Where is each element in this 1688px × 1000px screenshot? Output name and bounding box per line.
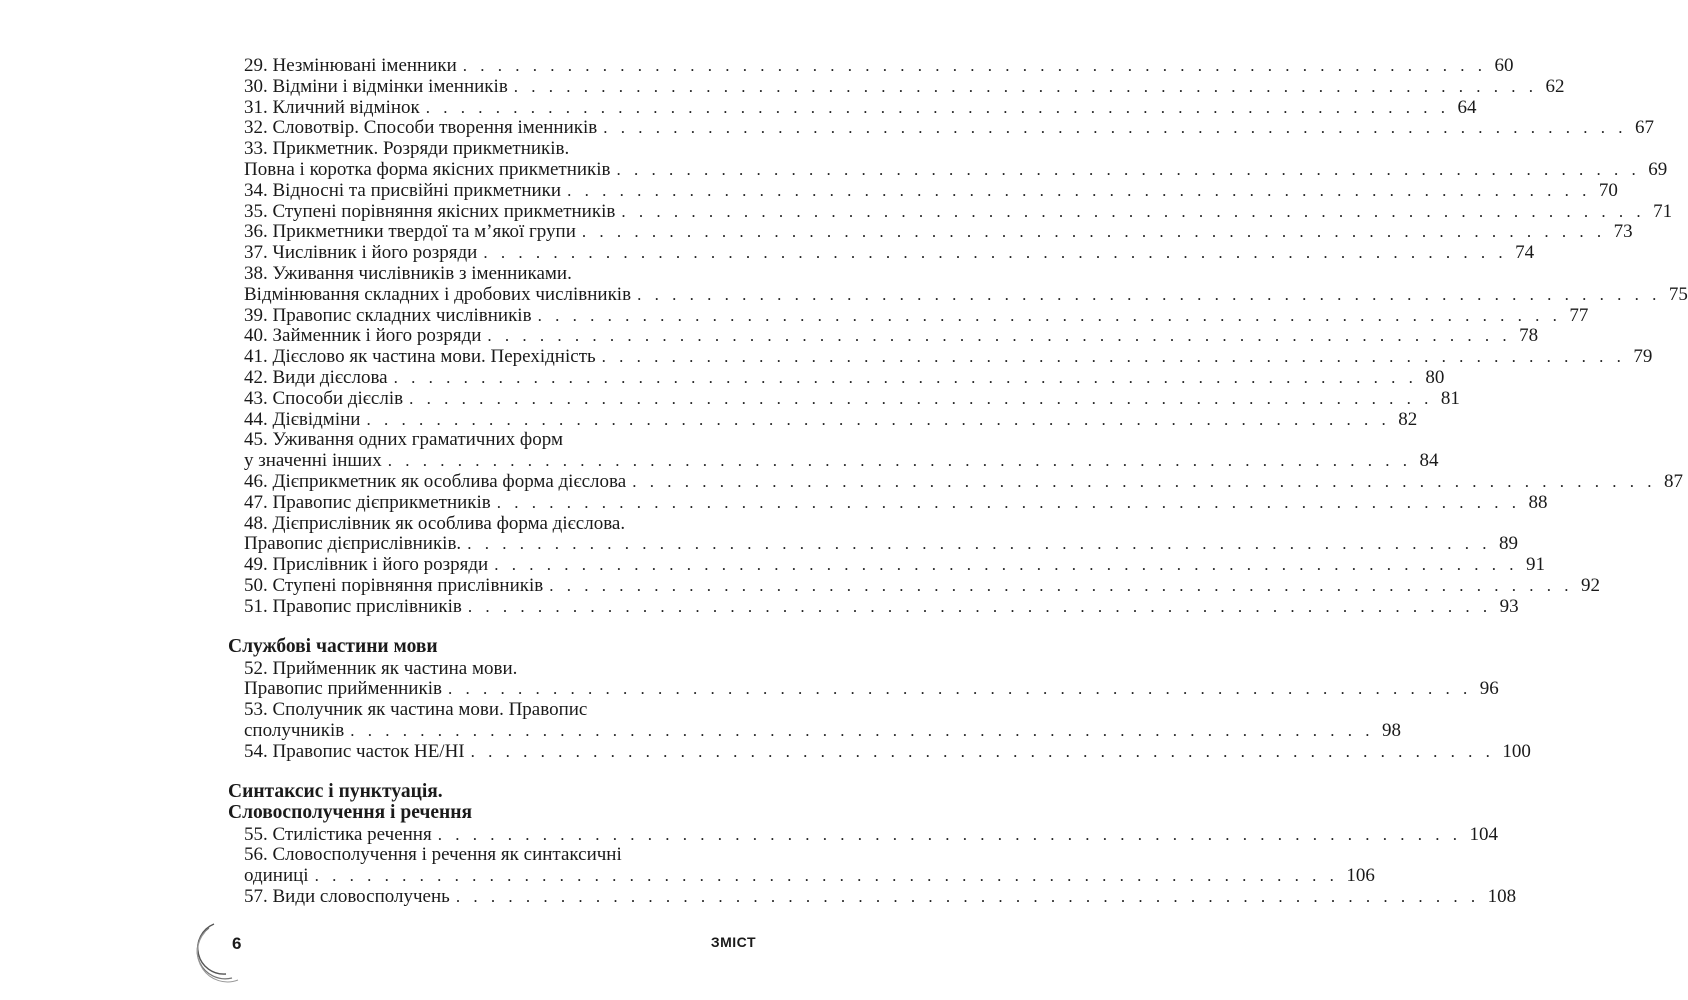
toc-page-number: 71 [1653,200,1673,222]
toc-entry-title: 29. Незмінювані іменники [244,55,457,76]
toc-entry-title-line: 45. Уживання одних граматичних форм [244,429,563,451]
toc-entry-title: одиниці [244,865,309,887]
toc-entry-line [244,450,1439,472]
toc-page-number: 82 [1398,408,1418,430]
toc-page-number: 98 [1381,719,1401,741]
toc-entry-title-line: 33. Прикметник. Розряди прикметників. [244,138,570,160]
toc-entry-line [244,96,1477,119]
toc-entry-line [244,865,1375,887]
section-heading-line: Словосполучення і речення [228,801,473,823]
toc-entry-line [244,242,1535,264]
toc-entry[interactable] [244,96,1477,119]
toc-entry-title: 34. Відносні та присвійні прикметники [244,179,562,201]
toc-page-number: 62 [1545,75,1565,97]
toc-entry-line [244,179,1618,202]
toc-entry[interactable] [244,491,1548,514]
toc-entry[interactable] [244,470,1683,493]
toc-entry-title: 51. Правопис прислівників [244,595,462,617]
toc-entry[interactable] [244,221,1633,243]
toc-entry-title: 47. Правопис дієприкметників [244,491,491,513]
toc-page-number: 89 [1498,533,1518,555]
toc-entry-line [244,719,1401,742]
toc-entry-title: 42. Види дієслова [244,366,388,388]
toc-entry-title-line: 48. Дієприслівник як особлива форма дієслова. [244,512,626,534]
toc-entry-title: 46. Дієприкметник як особлива форма дієслова [244,470,627,492]
toc-entry[interactable] [244,117,1655,139]
dot-leader: . . . . . . . . . . . . . . . . . . . . . . . . . . . . . . . . . . . . . . . . . . . . . . . . . . . . . . . . . . . [467,534,1491,554]
toc-entry[interactable] [244,554,1545,576]
toc-entry[interactable] [244,595,1519,618]
toc-entry[interactable] [244,346,1653,368]
toc-entry-title: 49. Прислівник і його розряди [244,554,489,576]
toc-entry[interactable] [244,179,1618,202]
dot-leader: . . . . . . . . . . . . . . . . . . . . . . . . . . . . . . . . . . . . . . . . . . . . . . . . . . . . . . . . . . . [447,679,1472,699]
toc-entry-line [244,75,1565,98]
toc-entry-title: 37. Числівник і його розряди [244,242,478,264]
toc-page-number: 79 [1633,346,1653,368]
toc-entry-line [244,678,1499,700]
dot-leader: . . . . . . . . . . . . . . . . . . . . . . . . . . . . . . . . . . . . . . . . . . . . . . . . . . . . . . . . . . . [621,201,1646,221]
toc-entry-line [244,387,1460,410]
toc-entry[interactable] [244,304,1589,327]
toc-entry-line [244,55,1514,77]
dot-leader: . . . . . . . . . . . . . . . . . . . . . . . . . . . . . . . . . . . . . . . . . . . . . . . . . . . . . . . . . . . [616,159,1641,179]
toc-page-number: 73 [1613,221,1633,243]
dot-leader: . . . . . . . . . . . . . . . . . . . . . . . . . . . . . . . . . . . . . . . . . . . . . . . . . . . . . . . . . . . [470,741,1495,761]
toc-page-number: 70 [1598,179,1618,201]
toc-entry-title: 41. Дієслово як частина мови. Перехідність [244,346,596,368]
toc-entry-title: у значенні інших [244,450,382,472]
toc-page-number: 100 [1502,740,1531,762]
toc-entry-line [244,823,1498,846]
decorative-arc-icon [196,918,256,982]
dot-leader: . . . . . . . . . . . . . . . . . . . . . . . . . . . . . . . . . . . . . . . . . . . . . . . . . . . . . . . . . . . [632,471,1656,491]
toc-entry-title: 32. Словотвір. Способи творення іменників [244,117,598,139]
toc-entry-line [244,595,1519,618]
toc-page-number: 87 [1663,470,1683,492]
toc-entry[interactable] [244,408,1418,431]
toc-entry-line [244,304,1589,327]
section-heading-line: Службові частини мови [228,635,438,657]
page-footer [196,918,756,982]
toc-entry-line [244,491,1548,514]
toc-entry-title-line: 38. Уживання числівників з іменниками. [244,262,572,284]
toc-entry-title-line: 52. Прийменник як частина мови. [244,657,518,679]
dot-leader: . . . . . . . . . . . . . . . . . . . . . . . . . . . . . . . . . . . . . . . . . . . . . . . . . . . . . . . . . . . [601,347,1626,367]
toc-entry-line [244,885,1517,908]
dot-leader: . . . . . . . . . . . . . . . . . . . . . . . . . . . . . . . . . . . . . . . . . . . . . . . . . . . . . . . . . . . [494,555,1518,575]
toc-page-number: 80 [1425,366,1445,388]
toc-page-number: 93 [1499,595,1519,617]
toc-entry-line [244,346,1653,368]
toc-entry-line [244,200,1673,223]
toc-page-number: 81 [1440,387,1460,409]
toc-entry-title: сполучників [244,719,345,741]
toc-page-number: 84 [1419,450,1439,472]
toc-entry-line [244,533,1518,555]
section-heading [228,636,734,657]
toc-entry-title: 30. Відміни і відмінки іменників [244,75,508,97]
dot-leader: . . . . . . . . . . . . . . . . . . . . . . . . . . . . . . . . . . . . . . . . . . . . . . . . . . . . . . . . . . . [487,326,1512,346]
toc-entry-title: 50. Ступені порівняння прислівників [244,574,544,596]
dot-leader: . . . . . . . . . . . . . . . . . . . . . . . . . . . . . . . . . . . . . . . . . . . . . . . . . . . . . . . . . . . [455,886,1480,906]
dot-leader: . . . . . . . . . . . . . . . . . . . . . . . . . . . . . . . . . . . . . . . . . . . . . . . . . . . . . . . . . . . [483,243,1508,263]
toc-page-number: 60 [1494,55,1514,76]
toc-entry-title: 44. Дієвідміни [244,408,361,430]
dot-leader: . . . . . . . . . . . . . . . . . . . . . . . . . . . . . . . . . . . . . . . . . . . . . . . . . . . . . . . . . . . [366,409,1391,429]
toc-page-number: 96 [1479,678,1499,700]
dot-leader: . . . . . . . . . . . . . . . . . . . . . . . . . . . . . . . . . . . . . . . . . . . . . . . . . . . . . . . . . . . [462,56,1487,75]
toc-entry-title: 57. Види словосполучень [244,885,450,907]
toc-entry-title: 31. Кличний відмінок [244,96,420,118]
dot-leader: . . . . . . . . . . . . . . . . . . . . . . . . . . . . . . . . . . . . . . . . . . . . . . . . . . . . . . . . . . . [567,180,1591,200]
toc-page-number: 64 [1457,96,1477,118]
toc-entry-line [244,366,1445,389]
toc-entry[interactable] [244,242,1535,264]
toc-entry-title: 35. Ступені порівняння якісних прикметників [244,200,616,222]
toc-entry[interactable] [244,699,1401,742]
toc-entry[interactable] [244,138,1668,181]
toc-entry-title: 43. Способи дієслів [244,387,404,409]
toc-entry[interactable] [244,55,1514,77]
toc-entry-line [244,408,1418,431]
dot-leader: . . . . . . . . . . . . . . . . . . . . . . . . . . . . . . . . . . . . . . . . . . . . . . . . . . . . . . . . . . . [581,222,1606,242]
toc-page-number: 74 [1515,242,1535,264]
toc-entry-title: 54. Правопис часток НЕ/НІ [244,740,465,762]
toc-entry[interactable] [244,512,1518,556]
toc-page-number: 104 [1469,823,1498,845]
toc-entry-title: 40. Займенник і його розряди [244,325,482,347]
toc-entry[interactable] [244,262,1688,306]
toc-entry-title-line: 53. Сполучник як частина мови. Правопис [244,699,588,721]
dot-leader: . . . . . . . . . . . . . . . . . . . . . . . . . . . . . . . . . . . . . . . . . . . . . . . . . . . . . . . . . . . [637,284,1661,304]
toc-page-number: 69 [1648,158,1668,180]
toc-entry-title: Повна і коротка форма якісних прикметників [244,158,611,180]
toc-entry[interactable] [244,200,1673,223]
dot-leader: . . . . . . . . . . . . . . . . . . . . . . . . . . . . . . . . . . . . . . . . . . . . . . . . . . . . . . . . . . . [549,575,1573,595]
toc-entry-title: Правопис дієприслівників. [244,533,462,555]
toc-entry-title-line: 56. Словосполучення і речення як синтаксичні [244,844,622,866]
toc-entry-title: Відмінювання складних і дробових числівників [244,283,632,305]
toc-entry[interactable] [244,823,1498,846]
dot-leader: . . . . . . . . . . . . . . . . . . . . . . . . . . . . . . . . . . . . . . . . . . . . . . . . . . . . . . . . . . . [467,596,1492,616]
dot-leader: . . . . . . . . . . . . . . . . . . . . . . . . . . . . . . . . . . . . . . . . . . . . . . . . . . . . . . . . . . . [425,97,1450,117]
dot-leader: . . . . . . . . . . . . . . . . . . . . . . . . . . . . . . . . . . . . . . . . . . . . . . . . . . . . . . . . . . . [409,388,1433,408]
toc-page-number: 108 [1487,885,1517,907]
dot-leader: . . . . . . . . . . . . . . . . . . . . . . . . . . . . . . . . . . . . . . . . . . . . . . . . . . . . . . . . . . . [537,305,1562,325]
toc-page-number: 77 [1569,304,1589,326]
toc-entry-line [244,554,1545,576]
dot-leader: . . . . . . . . . . . . . . . . . . . . . . . . . . . . . . . . . . . . . . . . . . . . . . . . . . . . . . . . . . . [350,720,1374,740]
toc-entry[interactable] [244,574,1600,597]
toc-entry-title: 39. Правопис складних числівників [244,304,532,326]
toc-page-number: 67 [1635,117,1655,139]
toc-entry-title: Правопис прийменників [244,678,442,700]
toc-entry-line [244,158,1668,181]
toc-entry[interactable] [244,740,1531,763]
toc-entry-line [244,740,1531,763]
toc-entry[interactable] [244,387,1460,410]
toc-entry-line [244,470,1683,493]
toc-page-number: 78 [1519,325,1539,347]
dot-leader: . . . . . . . . . . . . . . . . . . . . . . . . . . . . . . . . . . . . . . . . . . . . . . . . . . . . . . . . . . . [603,118,1628,138]
dot-leader: . . . . . . . . . . . . . . . . . . . . . . . . . . . . . . . . . . . . . . . . . . . . . . . . . . . . . . . . . . . [496,492,1521,512]
section-heading-line: Синтаксис і пунктуація. [228,780,443,802]
toc-page-number: 106 [1346,865,1375,887]
toc-entry[interactable] [244,429,1439,472]
toc-entry-line [244,574,1600,597]
toc-entry-line [244,325,1539,347]
toc-entry-line [244,283,1688,306]
toc-page-number: 91 [1525,554,1545,576]
toc-entry-line [244,117,1655,139]
toc-page-number: 92 [1581,574,1600,596]
toc-entry[interactable] [244,75,1565,98]
page-number: 6 [232,934,242,953]
toc-page-number: 75 [1668,283,1688,305]
toc-entry[interactable] [244,657,1499,701]
toc-page-number: 88 [1528,491,1548,513]
dot-leader: . . . . . . . . . . . . . . . . . . . . . . . . . . . . . . . . . . . . . . . . . . . . . . . . . . . . . . . . . . . [513,76,1538,96]
dot-leader: . . . . . . . . . . . . . . . . . . . . . . . . . . . . . . . . . . . . . . . . . . . . . . . . . . . . . . . . . . . [393,367,1418,387]
toc-entry-title: 36. Прикметники твердої та м’якої групи [244,221,576,243]
running-header-title: ЗМІСТ [710,934,756,950]
dot-leader: . . . . . . . . . . . . . . . . . . . . . . . . . . . . . . . . . . . . . . . . . . . . . . . . . . . . . . . . . . . [387,451,1412,471]
toc-entry[interactable] [244,325,1539,347]
table-of-contents [228,55,1688,908]
dot-leader: . . . . . . . . . . . . . . . . . . . . . . . . . . . . . . . . . . . . . . . . . . . . . . . . . . . . . . . . . . . [437,824,1462,844]
dot-leader: . . . . . . . . . . . . . . . . . . . . . . . . . . . . . . . . . . . . . . . . . . . . . . . . . . . . . . . . . . . [314,866,1339,886]
toc-entry[interactable] [244,844,1375,887]
section-heading [228,781,734,823]
toc-entry[interactable] [244,885,1517,908]
toc-entry[interactable] [244,366,1445,389]
toc-entry-line [244,221,1633,243]
toc-entry-title: 55. Стилістика речення [244,823,432,845]
